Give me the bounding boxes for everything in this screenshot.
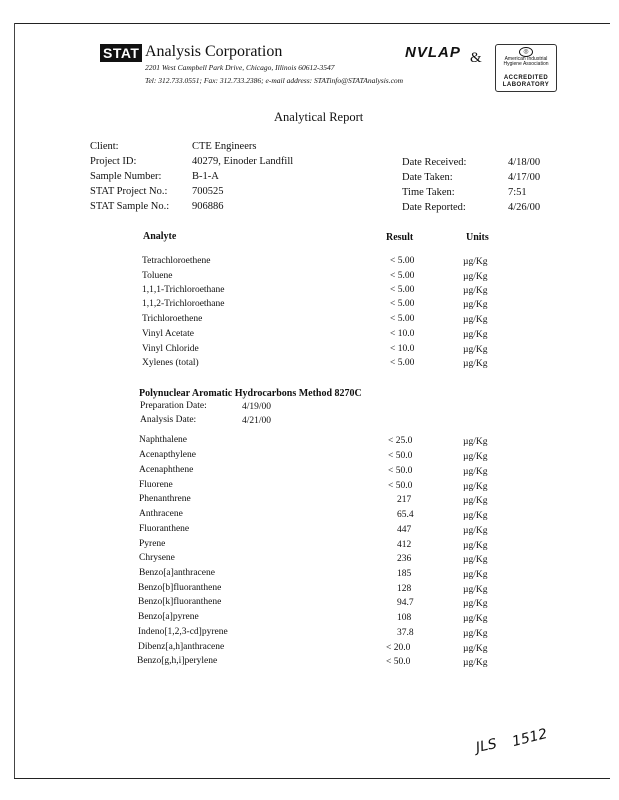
info-value-stat-project-no: 700525 [192,186,224,197]
pah-units: µg/Kg [463,526,488,536]
info-value-date-reported: 4/26/00 [508,202,541,213]
pah-units: µg/Kg [463,570,488,580]
report-title: Analytical Report [274,110,364,124]
aiha-laboratory-label: LABORATORY [502,82,550,88]
pah-units: µg/Kg [463,452,488,462]
page-border-top [14,23,610,24]
analysis-date-value: 4/21/00 [242,416,272,426]
pah-result: < 50.0 [388,481,413,491]
pah-result: 37.8 [397,628,414,638]
volatile-units: µg/Kg [463,330,488,340]
pah-analyte: Naphthalene [139,435,188,445]
pah-result: < 50.0 [386,657,411,667]
page-border-left [14,23,15,778]
volatile-analyte: Xylenes (total) [142,358,199,368]
pah-analyte: Benzo[k]fluoranthene [138,597,222,607]
aiha-emblem-icon: ◎ [519,47,533,57]
pah-analyte: Benzo[g,h,i]perylene [137,656,218,666]
preparation-date-label: Preparation Date: [140,401,207,411]
pah-result: 217 [397,495,412,505]
volatile-units: µg/Kg [463,315,488,325]
volatile-analyte: 1,1,1-Trichloroethane [142,285,225,295]
page-border-bottom [14,778,610,779]
pah-analyte: Benzo[a]pyrene [138,612,199,622]
info-value-sample-number: B-1-A [192,171,219,182]
info-value-date-received: 4/18/00 [508,157,541,168]
volatile-units: µg/Kg [463,300,488,310]
pah-result: < 20.0 [386,643,411,653]
volatile-result: < 5.00 [390,271,415,281]
pah-result: 185 [397,569,412,579]
info-label-client: Client: [90,141,119,152]
volatile-result: < 5.00 [390,256,415,266]
volatile-result: < 5.00 [390,285,415,295]
pah-analyte: Indeno[1,2,3-cd]pyrene [138,627,228,637]
pah-analyte: Anthracene [139,509,183,519]
pah-result: 236 [397,554,412,564]
pah-result: < 25.0 [388,436,413,446]
info-label-time-taken: Time Taken: [402,187,455,198]
pah-result: 108 [397,613,412,623]
pah-analyte: Phenanthrene [139,494,191,504]
pah-analyte: Chrysene [139,553,175,563]
volatile-result: < 10.0 [390,329,415,339]
pah-result: < 50.0 [388,451,413,461]
aiha-org-label: American Industrial Hygiene Association [503,56,549,67]
pah-result: 128 [397,584,412,594]
pah-units: µg/Kg [463,496,488,506]
preparation-date-value: 4/19/00 [242,402,272,412]
pah-analyte: Dibenz[a,h]anthracene [138,642,225,652]
company-name: Analysis Corporation [145,43,283,60]
pah-units: µg/Kg [463,482,488,492]
handwritten-number: 1512 [510,725,550,751]
info-label-date-received: Date Received: [402,157,467,168]
pah-units: µg/Kg [463,599,488,609]
stat-logo: STAT [100,44,142,62]
aiha-accredited-label: ACCREDITED [503,75,549,81]
volatile-result: < 5.00 [390,314,415,324]
pah-analyte: Fluorene [139,480,173,490]
company-contact: Tel: 312.733.0551; Fax: 312.733.2386; e-mail address: STATinfo@STATAnalysis.com [145,76,404,85]
volatile-units: µg/Kg [463,345,488,355]
col-header-analyte: Analyte [143,231,177,242]
pah-analyte: Benzo[b]fluoranthene [138,583,222,593]
analysis-date-label: Analysis Date: [140,415,197,425]
col-header-units: Units [466,232,489,243]
pah-units: µg/Kg [463,629,488,639]
volatile-units: µg/Kg [463,257,488,267]
volatile-result: < 5.00 [390,358,415,368]
aiha-accreditation-logo [495,44,557,92]
volatile-result: < 10.0 [390,344,415,354]
pah-result: < 50.0 [388,466,413,476]
col-header-result: Result [386,232,414,243]
info-label-date-taken: Date Taken: [402,172,453,183]
info-label-stat-project-no: STAT Project No.: [90,186,168,197]
info-label-date-reported: Date Reported: [402,202,466,213]
info-label-stat-sample-no: STAT Sample No.: [90,201,170,212]
volatile-analyte: Toluene [142,271,173,281]
pah-units: µg/Kg [463,541,488,551]
info-value-client: CTE Engineers [192,141,257,152]
pah-units: µg/Kg [463,658,488,668]
pah-units: µg/Kg [463,585,488,595]
pah-analyte: Pyrene [139,539,166,549]
pah-result: 65.4 [397,510,414,520]
pah-analyte: Benzo[a]anthracene [139,568,215,578]
pah-units: µg/Kg [463,511,488,521]
volatile-analyte: Vinyl Chloride [142,344,199,354]
pah-units: µg/Kg [463,614,488,624]
company-address: 2201 West Campbell Park Drive, Chicago, Illinois 60612-3547 [145,63,335,72]
pah-analyte: Fluoranthene [139,524,190,534]
pah-units: µg/Kg [463,467,488,477]
volatile-analyte: Vinyl Acetate [142,329,194,339]
info-label-sample-number: Sample Number: [90,171,162,182]
pah-units: µg/Kg [463,437,488,447]
pah-result: 412 [397,540,412,550]
volatile-analyte: Trichloroethene [142,314,203,324]
info-value-project-id: 40279, Einoder Landfill [192,156,294,167]
volatile-units: µg/Kg [463,359,488,369]
pah-analyte: Acenapthylene [139,450,196,460]
pah-units: µg/Kg [463,644,488,654]
ampersand: & [470,50,482,66]
info-value-date-taken: 4/17/00 [508,172,541,183]
handwritten-initials: JLS [474,736,499,756]
pah-analyte: Acenaphthene [139,465,194,475]
info-value-stat-sample-no: 906886 [192,201,224,212]
volatile-analyte: 1,1,2-Trichloroethane [142,299,225,309]
info-label-project-id: Project ID: [90,156,137,167]
pah-result: 447 [397,525,412,535]
volatile-units: µg/Kg [463,272,488,282]
info-value-time-taken: 7:51 [508,187,527,198]
volatile-units: µg/Kg [463,286,488,296]
pah-section-title: Polynuclear Aromatic Hydrocarbons Method 8270C [139,388,362,399]
nvlap-logo: NVLAP [405,44,461,61]
pah-result: 94.7 [397,598,414,608]
pah-units: µg/Kg [463,555,488,565]
volatile-result: < 5.00 [390,299,415,309]
volatile-analyte: Tetrachloroethene [142,256,211,266]
